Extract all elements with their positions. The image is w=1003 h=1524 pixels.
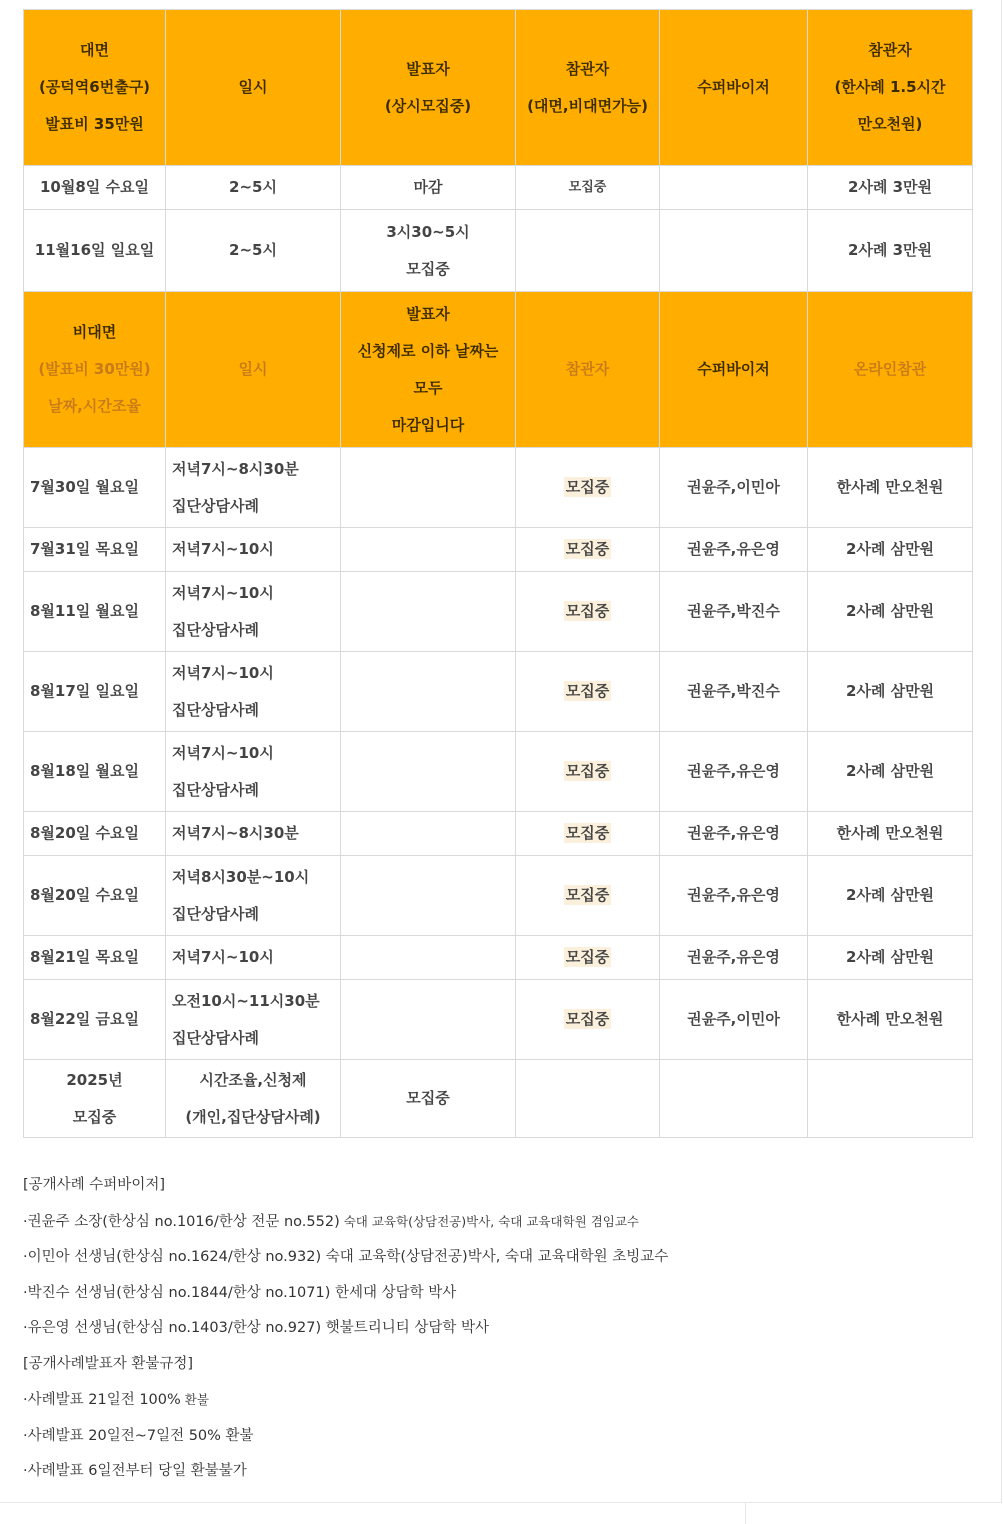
fee-cell <box>808 166 973 210</box>
header-offline-col6-line: 만오천원) <box>857 115 923 133</box>
header-offline-col4 <box>516 10 660 166</box>
header-offline-col6-line: 참관자 <box>868 41 912 59</box>
presenter-cell <box>341 856 516 936</box>
time-cell-line: 저녁8시30분~10시 <box>172 867 310 886</box>
note-text: ·박진수 선생님(한상심 no.1844/한상 no.1071) 한세대 상담학 박사 <box>23 1284 457 1301</box>
fee-cell-line: 2사례 삼만원 <box>845 682 935 700</box>
date-cell <box>24 210 166 292</box>
time-cell <box>166 812 341 856</box>
fee-cell <box>808 1060 973 1138</box>
date-cell-line: 11월16일 일요일 <box>34 241 155 259</box>
date-cell <box>24 732 166 812</box>
date-cell-line: 8월21일 목요일 <box>30 948 139 966</box>
online-row <box>24 980 973 1060</box>
online-row <box>24 732 973 812</box>
header-online-col3-line: 신청제로 이하 날짜는 <box>357 341 499 360</box>
presenter-cell-line: 마감 <box>413 178 443 196</box>
presenter-cell <box>341 448 516 528</box>
time-cell-line: (개인,집단상담사례) <box>185 1107 321 1126</box>
note-item <box>23 1454 963 1490</box>
fee-cell <box>808 732 973 812</box>
header-offline-col2 <box>166 10 341 166</box>
date-cell-line: 8월20일 수요일 <box>30 824 139 842</box>
online-row <box>24 856 973 936</box>
online-row <box>24 448 973 528</box>
observer-cell-text: 모집중 <box>565 478 610 496</box>
presenter-cell <box>341 980 516 1060</box>
note-tail: 환불 <box>180 1392 209 1407</box>
supervisor-cell-line: 권윤주,이민아 <box>687 478 780 496</box>
observer-cell-text: 모집중 <box>565 602 610 620</box>
time-cell-line: 집단상담사례 <box>172 904 259 923</box>
fee-cell-line: 2사례 삼만원 <box>845 886 935 904</box>
header-offline-col1-line: 대면 <box>80 41 109 59</box>
fee-cell <box>808 448 973 528</box>
fee-cell <box>808 980 973 1060</box>
observer-cell <box>516 572 660 652</box>
observer-cell-text: 모집중 <box>565 824 610 842</box>
supervisor-cell-line: 권윤주,유은영 <box>687 948 780 966</box>
time-cell-line: 저녁7시~10시 <box>172 948 274 966</box>
supervisor-cell <box>660 1060 808 1138</box>
time-cell-line: 저녁7시~10시 <box>172 743 274 762</box>
supervisor-cell <box>660 936 808 980</box>
time-cell-line: 저녁7시~10시 <box>172 583 274 602</box>
observer-cell <box>516 980 660 1060</box>
presenter-cell <box>341 210 516 292</box>
supervisor-cell <box>660 572 808 652</box>
presenter-cell <box>341 936 516 980</box>
online-row <box>24 936 973 980</box>
header-offline-col5 <box>660 10 808 166</box>
fee-cell <box>808 210 973 292</box>
time-cell <box>166 732 341 812</box>
supervisor-cell-line: 권윤주,유은영 <box>687 540 780 558</box>
supervisor-cell <box>660 732 808 812</box>
note-tail: 숙대 교육학(상담전공)박사, 숙대 교육대학원 겸임교수 <box>339 1213 639 1229</box>
header-online-col3-line: 모두 <box>413 378 443 397</box>
date-cell <box>24 528 166 572</box>
time-cell <box>166 856 341 936</box>
header-online-col5 <box>660 292 808 448</box>
header-online-col4-line: 참관자 <box>565 360 610 378</box>
fee-cell-line: 한사례 만오천원 <box>836 1010 944 1028</box>
header-offline-col1-line: 발표비 35만원 <box>45 115 144 133</box>
fee-cell <box>808 812 973 856</box>
date-cell <box>24 856 166 936</box>
observer-cell <box>516 936 660 980</box>
fee-cell <box>808 528 973 572</box>
date-cell <box>24 448 166 528</box>
date-cell <box>24 572 166 652</box>
date-cell-line: 7월30일 월요일 <box>30 478 139 496</box>
note-text: ·사례발표 21일전 100% <box>23 1392 181 1408</box>
observer-cell-text: 모집중 <box>565 682 610 700</box>
presenter-cell-line: 3시30~5시 <box>386 222 470 241</box>
observer-cell-text: 모집중 <box>565 540 610 558</box>
note-text: ·권윤주 소장(한상심 no.1016/한상 전문 no.552) <box>23 1213 340 1230</box>
date-cell <box>24 166 166 210</box>
observer-cell <box>516 528 660 572</box>
header-online-col3-line: 발표자 <box>406 304 450 323</box>
observer-cell <box>516 732 660 812</box>
fee-cell-line: 2사례 삼만원 <box>845 540 935 558</box>
note-text: ·유은영 선생님(한상심 no.1403/한상 no.927) 햇불트리니티 상담학 박사 <box>23 1320 490 1336</box>
observer-cell <box>516 210 660 292</box>
observer-cell-text: 모집중 <box>565 886 610 904</box>
note-text: ·사례발표 20일전~7일전 50% 환불 <box>23 1427 254 1444</box>
offline-row <box>24 166 973 210</box>
online-row <box>24 572 973 652</box>
supervisor-cell-line: 권윤주,유은영 <box>687 762 780 780</box>
fee-cell-line: 2사례 3만원 <box>847 178 933 196</box>
observer-cell <box>516 856 660 936</box>
header-offline-col3-line: 발표자 <box>406 59 450 78</box>
note-text: ·사례발표 6일전부터 당일 환불불가 <box>23 1463 247 1479</box>
supervisor-cell <box>660 856 808 936</box>
presenter-cell <box>341 572 516 652</box>
observer-cell <box>516 448 660 528</box>
fee-cell-line: 2사례 삼만원 <box>845 762 935 780</box>
online-row <box>24 812 973 856</box>
note-item <box>23 1240 963 1276</box>
time-cell <box>166 166 341 210</box>
date-cell <box>24 936 166 980</box>
observer-cell-text: 모집중 <box>565 948 610 966</box>
time-cell <box>166 980 341 1060</box>
header-offline-col1 <box>24 10 166 166</box>
presenter-cell <box>341 732 516 812</box>
observer-cell-text: 모집중 <box>565 762 610 780</box>
refund-title: [공개사례발표자 환불규정] <box>23 1355 193 1372</box>
header-offline-col4-line: (대면,비대면가능) <box>527 96 648 115</box>
schedule-table <box>23 9 973 1138</box>
header-offline-col1-line: (공덕역6번출구) <box>38 78 151 96</box>
date-cell-line: 2025년 <box>66 1070 123 1089</box>
header-offline-col3 <box>341 10 516 166</box>
supervisor-cell <box>660 528 808 572</box>
time-cell-line: 저녁7시~8시30분 <box>172 824 299 842</box>
date-cell-line: 7월31일 목요일 <box>30 540 139 558</box>
note-item <box>23 1419 963 1455</box>
fee-cell-line: 2사례 삼만원 <box>845 948 935 966</box>
header-online-col6 <box>808 292 973 448</box>
header-row-offline <box>24 10 973 166</box>
date-cell-line: 8월17일 일요일 <box>30 682 139 700</box>
supervisor-cell <box>660 652 808 732</box>
note-item <box>23 1311 963 1347</box>
date-cell-line: 8월11일 월요일 <box>30 602 139 620</box>
date-cell <box>24 980 166 1060</box>
fee-cell <box>808 652 973 732</box>
supervisor-cell <box>660 166 808 210</box>
supervisor-cell-line: 권윤주,이민아 <box>687 1010 780 1028</box>
header-offline-col3-line: (상시모집중) <box>384 96 472 115</box>
note-item <box>23 1276 963 1312</box>
header-offline-col4-line: 참관자 <box>565 59 610 78</box>
fee-cell <box>808 856 973 936</box>
header-online-col2-line: 일시 <box>238 360 268 378</box>
header-offline-col5-line: 수퍼바이저 <box>697 78 770 96</box>
date-cell-line: 8월20일 수요일 <box>30 886 139 904</box>
header-online-col1-line: (발표비 30만원) <box>38 360 151 378</box>
online-row <box>24 652 973 732</box>
header-online-col3-line: 마감입니다 <box>391 415 465 434</box>
time-cell <box>166 448 341 528</box>
page-frame-bottom <box>745 1503 1003 1524</box>
fee-cell-line: 2사례 삼만원 <box>845 602 935 620</box>
time-cell-line: 저녁7시~8시30분 <box>172 459 299 478</box>
observer-cell <box>516 1060 660 1138</box>
header-online-col3 <box>341 292 516 448</box>
observer-cell <box>516 166 660 210</box>
supervisor-cell <box>660 448 808 528</box>
time-cell-line: 저녁7시~10시 <box>172 663 274 682</box>
time-cell-line: 집단상담사례 <box>172 1028 259 1047</box>
time-cell-line: 시간조율,신청제 <box>199 1070 307 1089</box>
presenter-cell <box>341 1060 516 1138</box>
date-cell <box>24 812 166 856</box>
fee-cell <box>808 936 973 980</box>
notes-section <box>23 1168 963 1490</box>
note-item <box>23 1382 963 1419</box>
header-online-col1 <box>24 292 166 448</box>
time-cell <box>166 210 341 292</box>
observer-cell-text: 모집중 <box>565 1010 610 1028</box>
note-text: ·이민아 선생님(한상심 no.1624/한상 no.932) 숙대 교육학(상담전공)박사, 숙대 교육대학원 초빙교수 <box>23 1249 669 1265</box>
date-cell-line: 모집중 <box>72 1107 117 1126</box>
presenter-cell <box>341 528 516 572</box>
time-cell-line: 집단상담사례 <box>172 620 259 639</box>
supervisor-cell-line: 권윤주,박진수 <box>687 602 780 620</box>
time-cell <box>166 1060 341 1138</box>
time-cell-line: 2~5시 <box>229 241 277 259</box>
supervisor-cell-line: 권윤주,박진수 <box>687 682 780 700</box>
header-row-online <box>24 292 973 448</box>
time-cell-line: 집단상담사례 <box>172 780 259 799</box>
fee-cell <box>808 572 973 652</box>
time-cell-line: 2~5시 <box>229 178 277 196</box>
time-cell <box>166 936 341 980</box>
online-row <box>24 528 973 572</box>
time-cell-line: 저녁7시~10시 <box>172 540 274 558</box>
observer-cell <box>516 652 660 732</box>
time-cell-line: 집단상담사례 <box>172 700 259 719</box>
supervisor-cell-line: 권윤주,유은영 <box>687 886 780 904</box>
supervisor-cell <box>660 812 808 856</box>
header-online-col5-line: 수퍼바이저 <box>697 360 770 378</box>
date-cell <box>24 1060 166 1138</box>
time-cell-line: 오전10시~11시30분 <box>172 991 320 1010</box>
header-online-col4 <box>516 292 660 448</box>
header-online-col2 <box>166 292 341 448</box>
supervisor-cell <box>660 210 808 292</box>
observer-cell-line: 모집중 <box>568 180 607 195</box>
header-offline-col2-line: 일시 <box>238 78 268 96</box>
supervisor-cell <box>660 980 808 1060</box>
presenter-cell <box>341 652 516 732</box>
time-cell <box>166 528 341 572</box>
time-cell <box>166 572 341 652</box>
time-cell <box>166 652 341 732</box>
supervisor-cell-line: 권윤주,유은영 <box>687 824 780 842</box>
time-cell-line: 집단상담사례 <box>172 496 259 515</box>
date-cell <box>24 652 166 732</box>
observer-cell <box>516 812 660 856</box>
header-online-col1-line: 날짜,시간조율 <box>48 397 141 415</box>
fee-cell-line: 2사례 3만원 <box>847 241 933 259</box>
header-offline-col6-line: (한사례 1.5시간 <box>834 78 946 96</box>
date-cell-line: 8월18일 월요일 <box>30 762 139 780</box>
fee-cell-line: 한사례 만오천원 <box>836 478 944 496</box>
date-cell-line: 8월22일 금요일 <box>30 1010 139 1028</box>
presenter-cell <box>341 812 516 856</box>
header-offline-col6 <box>808 10 973 166</box>
supervisor-title: [공개사례 수퍼바이저] <box>23 1177 165 1193</box>
header-online-col1-line: 비대면 <box>72 323 117 341</box>
note-item <box>23 1204 963 1241</box>
presenter-cell-line: 모집중 <box>406 259 450 278</box>
header-online-col6-line: 온라인참관 <box>853 360 927 378</box>
offline-row <box>24 210 973 292</box>
presenter-cell <box>341 166 516 210</box>
date-cell-line: 10월8일 수요일 <box>40 178 149 196</box>
presenter-cell-line: 모집중 <box>406 1089 450 1107</box>
fee-cell-line: 한사례 만오천원 <box>836 824 944 842</box>
last-row <box>24 1060 973 1138</box>
